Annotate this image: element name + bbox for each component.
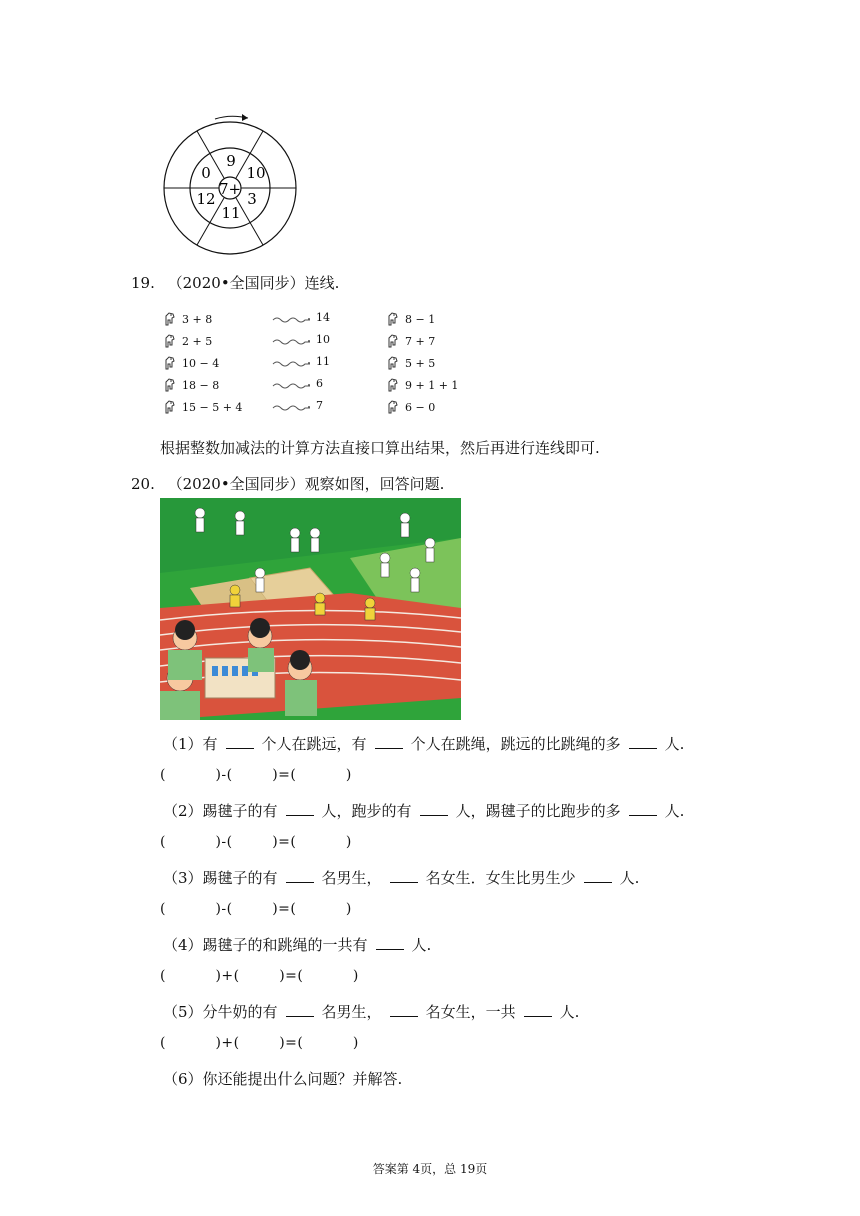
answer-blank[interactable]: [524, 1002, 552, 1017]
wheel-number: 9: [226, 152, 236, 170]
equation-template[interactable]: ( )+( )=( ): [160, 968, 359, 984]
match-item-middle[interactable]: [272, 333, 330, 346]
horse-icon: [386, 311, 402, 327]
match-item-right[interactable]: [386, 377, 458, 393]
subquestion-1: [163, 733, 684, 754]
equation-template[interactable]: ( )-( )=( ): [160, 901, 352, 917]
match-expression: 8 − 1: [405, 312, 436, 326]
subquestion-text: （3）踢毽子的有: [163, 869, 278, 887]
q19-number: 19.: [131, 274, 155, 292]
q19-source: （2020•全国同步）连线.: [167, 274, 340, 292]
subquestion-text: 人.: [559, 1003, 580, 1021]
page-footer: 答案第 4页，总 19页: [372, 1162, 488, 1176]
worm-icon: [272, 380, 312, 388]
worm-icon: [272, 314, 312, 322]
q20-number: 20.: [131, 475, 155, 493]
subquestion-text: 名女生，一共: [425, 1003, 516, 1021]
horse-icon: [163, 377, 179, 393]
match-expression: 7 + 7: [405, 334, 436, 348]
match-expression: 2 + 5: [182, 334, 213, 348]
subquestion-6: [163, 1068, 402, 1089]
match-expression: 14: [316, 311, 330, 324]
subquestion-text: 人.: [664, 735, 685, 753]
match-expression: 15 − 5 + 4: [182, 400, 243, 414]
match-item-right[interactable]: [386, 333, 435, 349]
horse-icon: [163, 355, 179, 371]
match-item-right[interactable]: [386, 311, 435, 327]
subquestion-text: （2）踢毽子的有: [163, 802, 278, 820]
subquestion-text: （1）有: [163, 735, 218, 753]
answer-blank[interactable]: [584, 868, 612, 883]
subquestion-text: 人，踢毽子的比跑步的多: [455, 802, 621, 820]
match-item-left[interactable]: [163, 377, 219, 393]
wheel-number: 0: [201, 164, 211, 182]
horse-icon: [386, 399, 402, 415]
answer-blank[interactable]: [420, 801, 448, 816]
match-item-left[interactable]: [163, 399, 242, 415]
subquestion-text: 个人在跳绳，跳远的比跳绳的多: [410, 735, 621, 753]
horse-icon: [386, 333, 402, 349]
match-expression: 11: [316, 355, 330, 368]
q20-heading: [131, 473, 444, 494]
answer-blank[interactable]: [629, 801, 657, 816]
match-item-left[interactable]: [163, 333, 212, 349]
answer-blank[interactable]: [375, 734, 403, 749]
wheel-number: 11: [221, 204, 241, 222]
subquestion-text: 人，跑步的有: [321, 802, 412, 820]
subquestion-text: （4）踢毽子的和跳绳的一共有: [163, 936, 368, 954]
subquestion-text: 人.: [619, 869, 640, 887]
subquestion-3: [163, 867, 639, 888]
number-wheel: [160, 110, 300, 255]
subquestion-text: 人.: [664, 802, 685, 820]
answer-blank[interactable]: [286, 868, 314, 883]
match-expression: 7: [316, 399, 323, 412]
subquestion-text: 名男生，: [321, 869, 382, 887]
match-item-middle[interactable]: [272, 377, 323, 390]
subquestion-text: 个人在跳远，有: [261, 735, 367, 753]
answer-blank[interactable]: [376, 935, 404, 950]
match-item-middle[interactable]: [272, 399, 323, 412]
wheel-number: 10: [246, 164, 266, 182]
q19-answer: 根据整数加减法的计算方法直接口算出结果，然后再进行连线即可.: [160, 439, 600, 457]
worm-icon: [272, 402, 312, 410]
answer-blank[interactable]: [286, 1002, 314, 1017]
horse-icon: [163, 399, 179, 415]
worm-icon: [272, 336, 312, 344]
subquestion-2: [163, 800, 684, 821]
sports-field-illustration: [160, 498, 461, 720]
equation-template[interactable]: ( )-( )=( ): [160, 767, 352, 783]
match-item-left[interactable]: [163, 311, 212, 327]
horse-icon: [163, 333, 179, 349]
q20-source: （2020•全国同步）观察如图，回答问题.: [167, 475, 445, 493]
match-expression: 3 + 8: [182, 312, 213, 326]
horse-icon: [386, 377, 402, 393]
answer-blank[interactable]: [390, 1002, 418, 1017]
subquestion-5: [163, 1001, 579, 1022]
match-item-left[interactable]: [163, 355, 219, 371]
answer-blank[interactable]: [390, 868, 418, 883]
answer-blank[interactable]: [629, 734, 657, 749]
match-expression: 10 − 4: [182, 356, 220, 370]
wheel-center: 7+: [218, 180, 242, 198]
match-expression: 10: [316, 333, 330, 346]
match-expression: 6 − 0: [405, 400, 436, 414]
q19-heading: [131, 272, 339, 293]
subquestion-text: 人.: [411, 936, 432, 954]
answer-blank[interactable]: [226, 734, 254, 749]
subquestion-text: 名男生，: [321, 1003, 382, 1021]
horse-icon: [386, 355, 402, 371]
worm-icon: [272, 358, 312, 366]
horse-icon: [163, 311, 179, 327]
wheel-number: 3: [247, 190, 257, 208]
subquestion-text: （5）分牛奶的有: [163, 1003, 278, 1021]
match-item-right[interactable]: [386, 355, 435, 371]
match-item-middle[interactable]: [272, 311, 330, 324]
wheel-number: 12: [196, 190, 216, 208]
match-expression: 18 − 8: [182, 378, 220, 392]
answer-blank[interactable]: [286, 801, 314, 816]
subquestion-text: （6）你还能提出什么问题？并解答.: [163, 1070, 403, 1088]
subquestion-4: [163, 934, 431, 955]
match-item-right[interactable]: [386, 399, 435, 415]
equation-template[interactable]: ( )-( )=( ): [160, 834, 352, 850]
subquestion-text: 名女生．女生比男生少: [425, 869, 576, 887]
equation-template[interactable]: ( )+( )=( ): [160, 1035, 359, 1051]
match-item-middle[interactable]: [272, 355, 330, 368]
match-expression: 6: [316, 377, 323, 390]
match-expression: 5 + 5: [405, 356, 436, 370]
match-expression: 9 + 1 + 1: [405, 378, 459, 392]
